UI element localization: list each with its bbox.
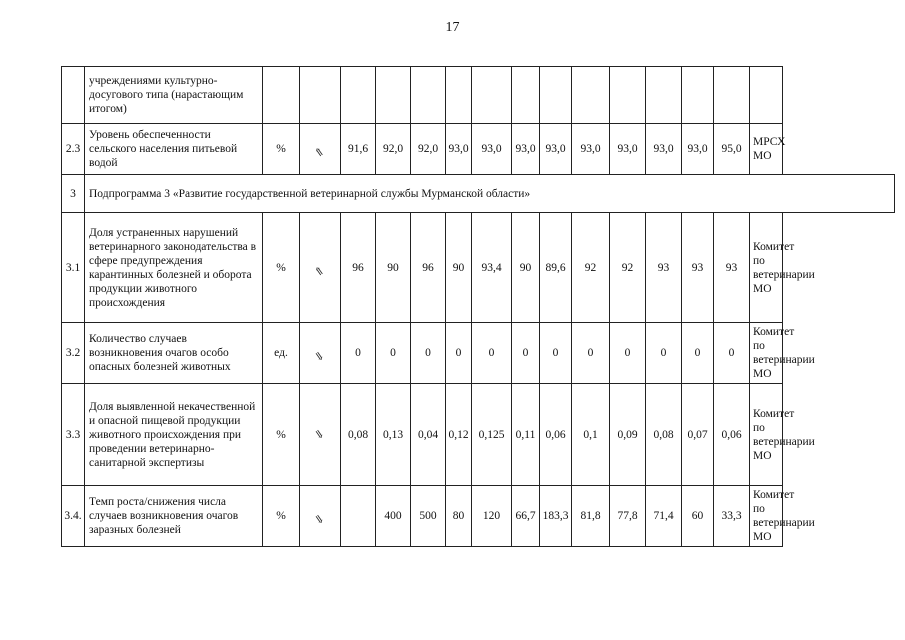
value-cell: 81,8 — [572, 486, 610, 547]
value-cell — [646, 67, 682, 124]
value-cell: 93,0 — [512, 124, 540, 175]
unit-cell: % — [263, 486, 300, 547]
value-cell: 0,04 — [411, 384, 446, 486]
value-cell: 60 — [682, 486, 714, 547]
value-cell: 0,07 — [682, 384, 714, 486]
responsible-cell: Комитет по ветеринарии МО — [750, 213, 783, 323]
table-row — [62, 323, 895, 384]
value-cell: 0,08 — [341, 384, 376, 486]
trend-mark — [300, 486, 341, 547]
value-cell: 66,7 — [512, 486, 540, 547]
value-cell: 0 — [411, 323, 446, 384]
value-cell: 95,0 — [714, 124, 750, 175]
row-number: 3.1 — [62, 213, 85, 323]
value-cell: 93,0 — [610, 124, 646, 175]
indicator-name: учреждениями культурно-досугового типа (нарастающим итогом) — [85, 67, 263, 124]
value-cell: 93,0 — [472, 124, 512, 175]
row-number: 3 — [62, 175, 85, 213]
table-row — [62, 67, 895, 124]
value-cell: 93 — [646, 213, 682, 323]
responsible-cell: Комитет по ветеринарии МО — [750, 323, 783, 384]
value-cell: 93,4 — [472, 213, 512, 323]
unit-cell: ед. — [263, 323, 300, 384]
value-cell: 500 — [411, 486, 446, 547]
trend-arrow-icon: ⇑ — [312, 145, 328, 161]
value-cell — [682, 67, 714, 124]
value-cell — [446, 67, 472, 124]
value-cell: 0 — [540, 323, 572, 384]
value-cell: 0 — [572, 323, 610, 384]
value-cell: 89,6 — [540, 213, 572, 323]
value-cell: 96 — [341, 213, 376, 323]
value-cell: 93,0 — [682, 124, 714, 175]
indicators-table — [61, 66, 895, 547]
value-cell: 71,4 — [646, 486, 682, 547]
value-cell — [540, 67, 572, 124]
value-cell — [411, 67, 446, 124]
value-cell: 33,3 — [714, 486, 750, 547]
value-cell: 0,09 — [610, 384, 646, 486]
value-cell: 93 — [714, 213, 750, 323]
value-cell: 0 — [376, 323, 411, 384]
row-number — [62, 67, 85, 124]
value-cell: 93,0 — [646, 124, 682, 175]
value-cell — [376, 67, 411, 124]
value-cell: 0 — [472, 323, 512, 384]
value-cell: 0,13 — [376, 384, 411, 486]
trend-arrow-icon: ⇑ — [312, 263, 328, 280]
value-cell: 0,06 — [540, 384, 572, 486]
value-cell: 0 — [512, 323, 540, 384]
responsible-cell: МРСХ МО — [750, 124, 783, 175]
value-cell: 0 — [714, 323, 750, 384]
value-cell: 90 — [512, 213, 540, 323]
unit-cell: % — [263, 124, 300, 175]
value-cell: 92 — [572, 213, 610, 323]
value-cell: 93,0 — [540, 124, 572, 175]
value-cell — [341, 486, 376, 547]
value-cell: 400 — [376, 486, 411, 547]
value-cell — [610, 67, 646, 124]
trend-mark — [300, 67, 341, 124]
responsible-cell: Комитет по ветеринарии МО — [750, 384, 783, 486]
table-row — [62, 213, 895, 323]
value-cell: 0 — [610, 323, 646, 384]
indicator-name: Доля выявленной некачественной и опасной пищевой продукции животного происхождения при проведении ветеринарно-санитарной экспертизы — [85, 384, 263, 486]
indicator-name: Количество случаев возникновения очагов особо опасных болезней животных — [85, 323, 263, 384]
value-cell: 0,125 — [472, 384, 512, 486]
trend-arrow-icon: ⇓ — [312, 426, 328, 443]
trend-arrow-icon: ⇓ — [312, 349, 328, 365]
value-cell — [572, 67, 610, 124]
row-number: 2.3 — [62, 124, 85, 175]
section-row — [62, 175, 895, 213]
subprogram-title: Подпрограмма 3 «Развитие государственной ветеринарной службы Мурманской области» — [85, 175, 895, 213]
value-cell — [341, 67, 376, 124]
value-cell: 77,8 — [610, 486, 646, 547]
indicator-name: Доля устраненных нарушений ветеринарного законодательства в сфере предупреждения карантинных болезней и оборота продукции животного происхождения — [85, 213, 263, 323]
value-cell: 120 — [472, 486, 512, 547]
table-row — [62, 384, 895, 486]
trend-mark — [300, 384, 341, 486]
responsible-cell — [750, 67, 783, 124]
value-cell: 92,0 — [411, 124, 446, 175]
responsible-cell: Комитет по ветеринарии МО — [750, 486, 783, 547]
value-cell: 90 — [446, 213, 472, 323]
value-cell: 92,0 — [376, 124, 411, 175]
value-cell — [714, 67, 750, 124]
trend-mark — [300, 124, 341, 175]
value-cell: 93 — [682, 213, 714, 323]
unit-cell — [263, 67, 300, 124]
value-cell: 90 — [376, 213, 411, 323]
indicator-name: Уровень обеспеченности сельского населения питьевой водой — [85, 124, 263, 175]
trend-mark — [300, 213, 341, 323]
value-cell: 0,1 — [572, 384, 610, 486]
row-number: 3.4. — [62, 486, 85, 547]
value-cell: 0 — [446, 323, 472, 384]
row-number: 3.3 — [62, 384, 85, 486]
value-cell: 93,0 — [446, 124, 472, 175]
value-cell: 0,06 — [714, 384, 750, 486]
trend-arrow-icon: ⇓ — [312, 512, 328, 528]
value-cell: 0,08 — [646, 384, 682, 486]
row-number: 3.2 — [62, 323, 85, 384]
unit-cell: % — [263, 384, 300, 486]
value-cell: 80 — [446, 486, 472, 547]
value-cell: 91,6 — [341, 124, 376, 175]
trend-mark — [300, 323, 341, 384]
indicator-name: Темп роста/снижения числа случаев возникновения очагов заразных болезней — [85, 486, 263, 547]
value-cell: 0 — [646, 323, 682, 384]
value-cell: 92 — [610, 213, 646, 323]
value-cell: 96 — [411, 213, 446, 323]
value-cell — [472, 67, 512, 124]
value-cell: 183,3 — [540, 486, 572, 547]
value-cell: 0,11 — [512, 384, 540, 486]
value-cell: 93,0 — [572, 124, 610, 175]
value-cell — [512, 67, 540, 124]
table-row — [62, 486, 895, 547]
unit-cell: % — [263, 213, 300, 323]
page-number: 17 — [445, 20, 460, 35]
table-row — [62, 124, 895, 175]
value-cell: 0 — [341, 323, 376, 384]
value-cell: 0,12 — [446, 384, 472, 486]
value-cell: 0 — [682, 323, 714, 384]
